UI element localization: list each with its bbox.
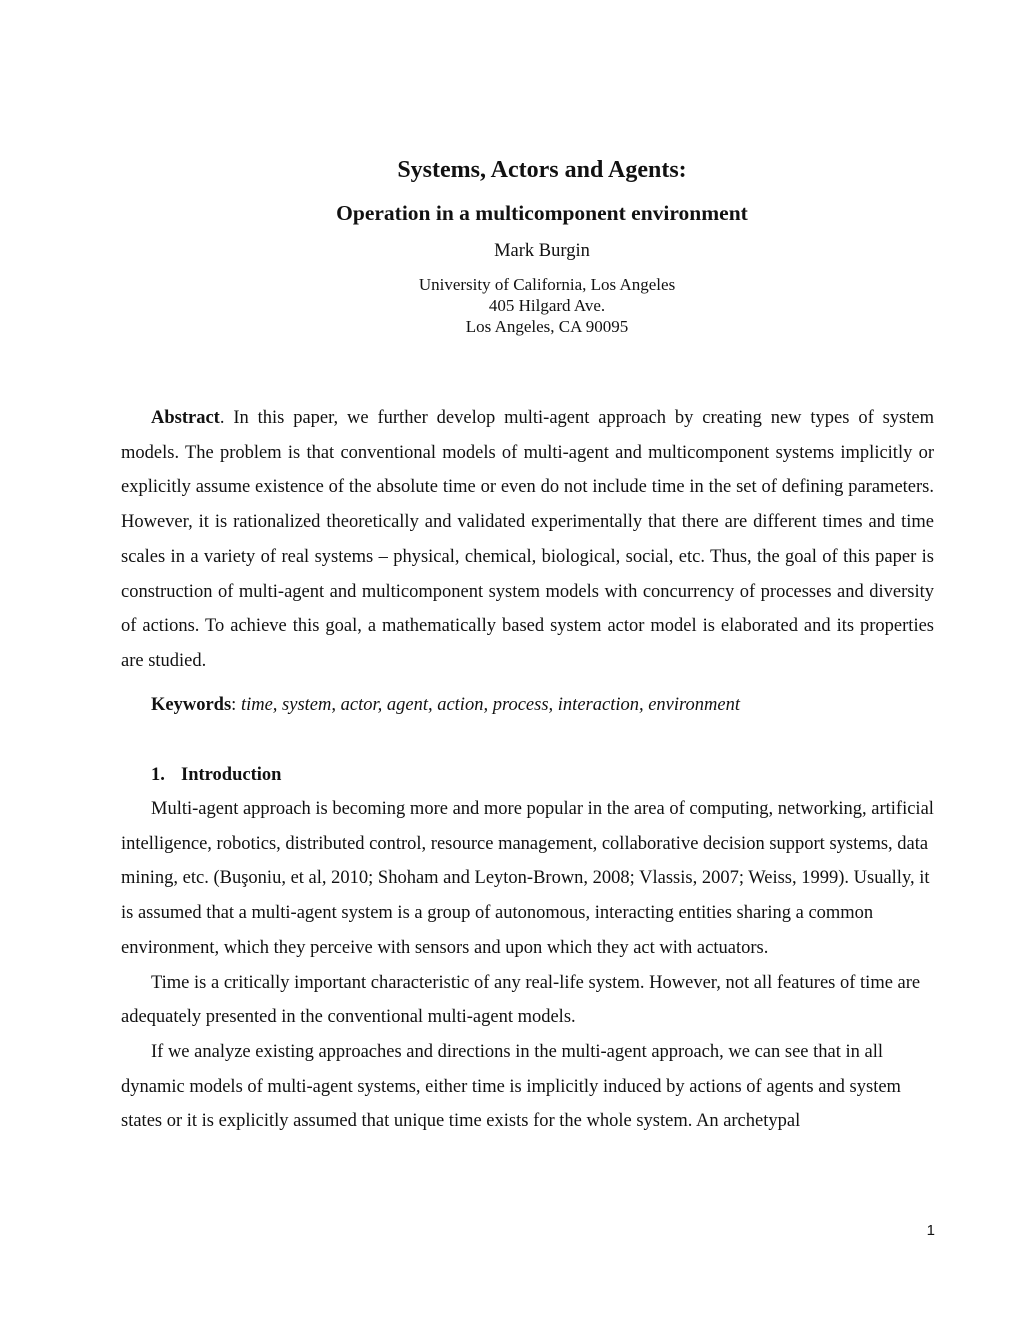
abstract-text: . In this paper, we further develop multi-agent approach by creating new types of system models. The problem is that conventional models of multi-agent and multicomponent systems implicitly or explicitly assume existence of the absolute time or even do not include time in the set of defining parameters. However, it is rationalized theoretically and validated experimentally that there are different times and time scales in a variety of real systems – physical, chemical, biological, social, etc. Thus, the goal of this paper is construction of multi-agent and multicomponent system models with concurrency of processes and diversity of actions. To achieve this goal, a mathematically based system actor model is elaborated and its properties are studied. — [121, 408, 934, 671]
paper-title: Systems, Actors and Agents: — [397, 157, 687, 183]
intro-paragraph: Time is a critically important characteristic of any real-life system. However, not all features of time are adequately presented in the conventional multi-agent models. — [121, 972, 921, 1028]
affiliation-institution: University of California, Los Angeles — [418, 275, 676, 294]
intro-paragraph: If we analyze existing approaches and directions in the multi-agent approach, we can see that in all dynamic models of multi-agent systems, either time is implicitly induced by actions of agents and system states or it is explicitly assumed that unique time exists for the whole system. An archetypal — [121, 1041, 901, 1132]
affiliation-city: Los Angeles, CA 90095 — [465, 317, 629, 336]
keywords-list: time, system, actor, agent, action, process, interaction, environment — [240, 695, 741, 715]
abstract-label: Abstract — [151, 408, 220, 428]
section-heading-introduction — [151, 760, 281, 790]
keywords-line — [151, 690, 740, 720]
paper-subtitle: Operation in a multicomponent environment — [336, 201, 748, 225]
section-title: Introduction — [181, 765, 282, 785]
page-number: 1 — [926, 1222, 935, 1239]
author-name: Mark Burgin — [494, 241, 590, 261]
section-number: 1. — [151, 765, 165, 785]
affiliation-street: 405 Hilgard Ave. — [488, 296, 606, 315]
keywords-separator: : — [231, 695, 241, 715]
author-affiliation — [0, 274, 1024, 337]
abstract-paragraph — [121, 401, 934, 679]
keywords-label: Keywords — [151, 695, 232, 715]
intro-paragraph: Multi-agent approach is becoming more and more popular in the area of computing, networking, artificial intelligence, robotics, distributed control, resource management, collaborative decision support systems, data mining, etc. (Buşoniu, et al, 2010; Shoham and Leyton-Brown, 2008; Vlassis, 2007; Weiss, 1999). Usually, it is assumed that a multi-agent system is a group of autonomous, interacting entities sharing a common environment, which they perceive with sensors and upon which they act with actuators. — [121, 799, 934, 958]
introduction-body — [121, 792, 941, 1139]
